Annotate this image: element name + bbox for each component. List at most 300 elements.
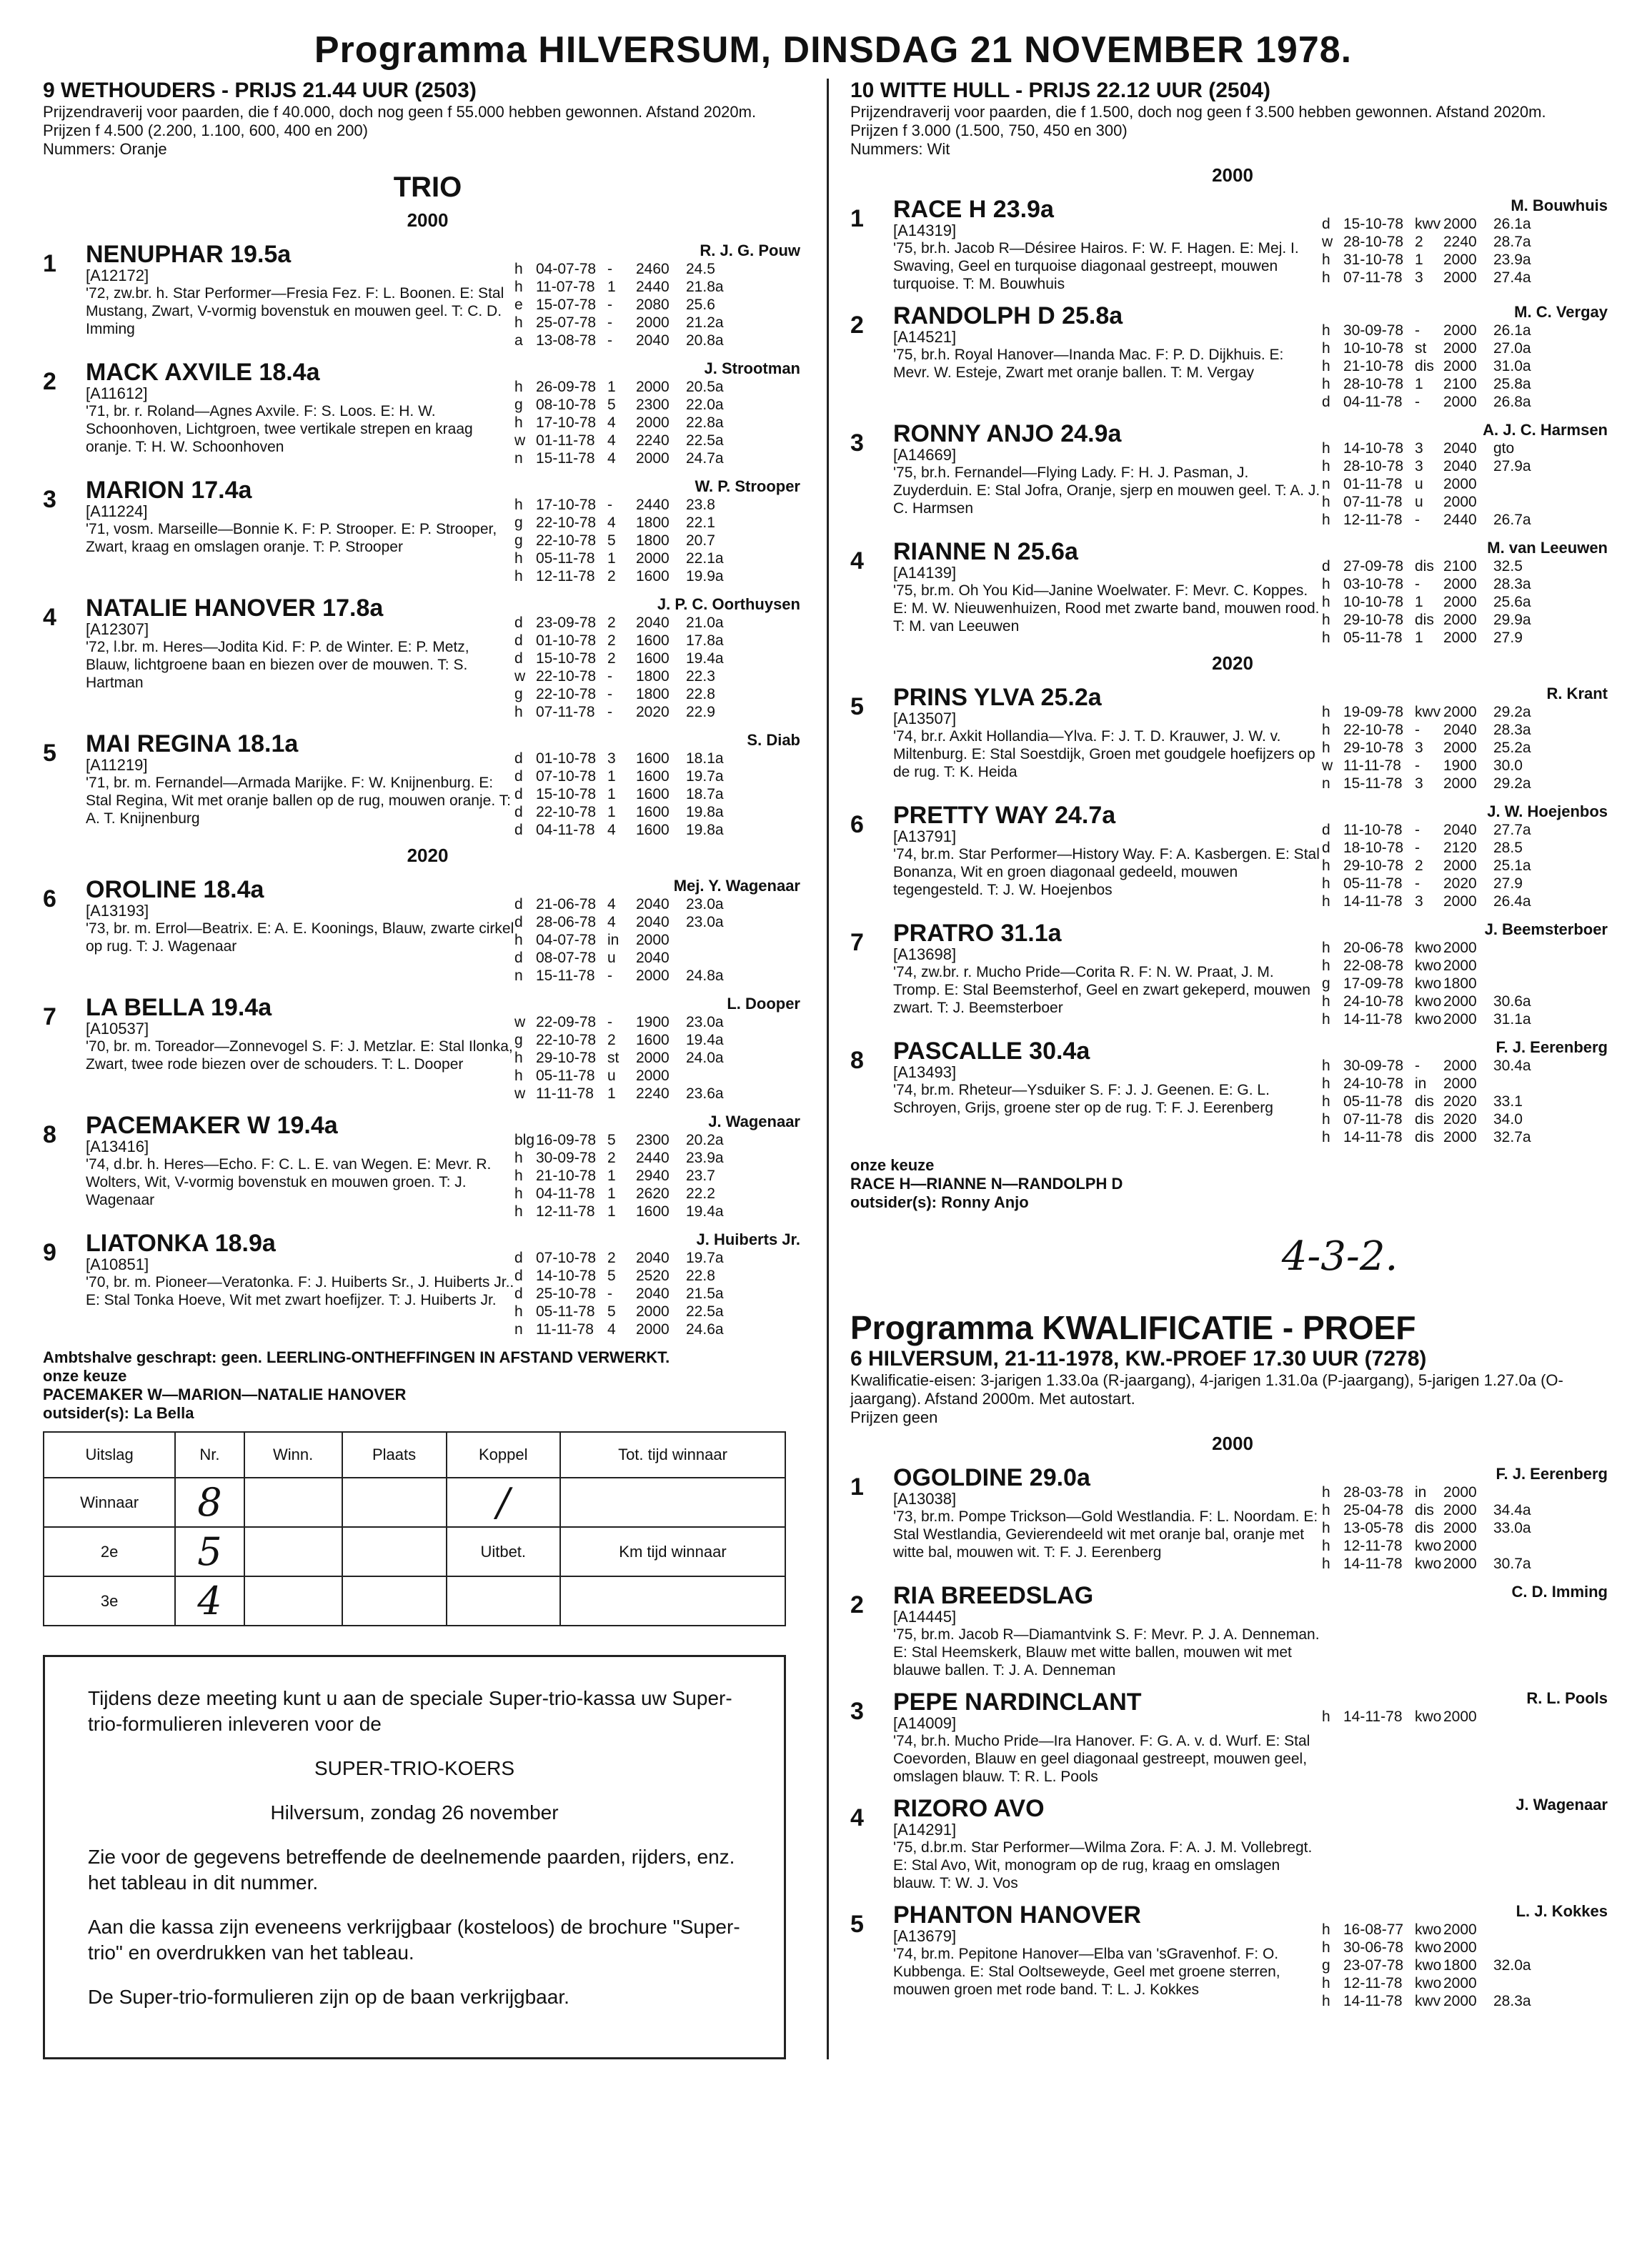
run-field: 07-10-78	[536, 1250, 597, 1266]
table-header-cell: Tot. tijd winnaar	[560, 1432, 785, 1478]
run-field: 2000	[636, 450, 670, 467]
run-line	[1322, 1921, 1608, 1939]
run-field: h	[1322, 1921, 1330, 1938]
run-field	[1493, 1075, 1543, 1093]
run-field: 12-11-78	[536, 568, 595, 585]
driver-name: J. Huiberts Jr.	[696, 1230, 800, 1248]
run-field: 1	[607, 1203, 616, 1220]
run-field: 21-06-78	[536, 896, 597, 912]
driver-name: W. P. Strooper	[695, 477, 800, 495]
run-line	[514, 632, 800, 650]
run-line	[514, 396, 800, 414]
entry-number: 1	[43, 250, 56, 277]
horse-entry	[850, 1689, 1615, 1786]
run-field: 1	[1415, 252, 1423, 268]
run-field: g	[514, 532, 523, 549]
table-cell	[244, 1527, 342, 1576]
run-field: d	[1322, 558, 1330, 575]
run-field: h	[1322, 1484, 1330, 1501]
run-field: 2000	[636, 314, 670, 331]
run-field: 2020	[1443, 875, 1477, 892]
run-field: 04-07-78	[536, 932, 597, 948]
run-field: 05-11-78	[1343, 875, 1403, 892]
note-line: RACE H—RIANNE N—RANDOLPH D	[850, 1175, 1123, 1193]
recent-runs	[1322, 1689, 1608, 1786]
run-field: g	[514, 514, 523, 531]
horse-details	[86, 359, 514, 467]
run-field: dis	[1415, 1520, 1434, 1536]
entry-list	[43, 209, 812, 1338]
table-row	[44, 1527, 785, 1576]
run-field	[1493, 939, 1543, 957]
horse-details	[893, 421, 1322, 529]
distance-heading: 2020	[407, 845, 449, 866]
table-row	[44, 1576, 785, 1626]
run-field: h	[1322, 1520, 1330, 1536]
driver-name: J. Strootman	[704, 359, 800, 377]
run-field: 10-10-78	[1343, 594, 1404, 610]
run-field: 2000	[1443, 1921, 1477, 1938]
horse-entry	[43, 242, 812, 349]
horse-name: MAI REGINA 18.1a	[86, 730, 299, 757]
horse-name: PRETTY WAY 24.7a	[893, 802, 1116, 829]
run-field: d	[514, 750, 523, 767]
horse-description: '75, d.br.m. Star Performer—Wilma Zora. F: A. J. M. Vollebregt. E: Stal Avo, Wit, monogram op de rug, kraag en omslagen blauw. T: W. J. Vos	[893, 1839, 1313, 1891]
run-field: 1600	[636, 750, 670, 767]
run-field: 13-08-78	[536, 332, 597, 349]
run-field: 05-11-78	[1343, 1093, 1403, 1110]
run-field: 4	[607, 914, 616, 930]
run-field: 2	[607, 1150, 616, 1166]
horse-details	[86, 995, 514, 1103]
run-field: 5	[607, 1303, 616, 1320]
trio-heading: TRIO	[393, 171, 462, 203]
run-field: -	[1415, 576, 1420, 592]
run-line	[514, 1303, 800, 1321]
run-field: h	[1322, 1011, 1330, 1028]
run-line	[1322, 739, 1608, 757]
recent-runs	[1322, 539, 1608, 647]
note-line: PACEMAKER W—MARION—NATALIE HANOVER	[43, 1386, 407, 1403]
run-field: 26.4a	[1493, 893, 1531, 910]
run-field: 2100	[1443, 376, 1477, 392]
run-field: 25.2a	[1493, 740, 1531, 756]
run-field: h	[1322, 1538, 1330, 1554]
horse-description: '74, zw.br. r. Mucho Pride—Corita R. F: N. W. Praat, J. M. Tromp. E: Stal Beemsterhof, Geel en zwart gekeperd, mouwen zwart. T: J. Beemsterboer	[893, 964, 1310, 1016]
run-field: 22-08-78	[1343, 958, 1404, 974]
run-field: 2040	[1443, 458, 1477, 474]
run-field: 2300	[636, 397, 670, 413]
run-field: 4	[607, 896, 616, 912]
run-field: 2	[607, 650, 616, 667]
run-field: 14-11-78	[1343, 1709, 1403, 1725]
run-line	[1322, 511, 1608, 529]
run-line	[1322, 1128, 1608, 1146]
run-field: kwo	[1415, 993, 1442, 1010]
run-field: d	[514, 914, 523, 930]
run-field: 2000	[636, 1303, 670, 1320]
run-field: 04-11-78	[536, 1185, 595, 1202]
run-field: 1800	[636, 668, 670, 685]
horse-code: [A13698]	[893, 945, 957, 963]
horse-description: '74, br.m. Pepitone Hanover—Elba van 'sGravenhof. F: O. Kubbenga. E: Stal Ooltseweyde, Geel met groene sterren, mouwen groen met rode band. T: L. J. Kokkes	[893, 1946, 1280, 1998]
run-field: 1	[607, 786, 616, 802]
driver-name: J. P. C. Oorthuysen	[657, 595, 800, 613]
table-cell	[342, 1478, 447, 1527]
entry-list	[850, 164, 1615, 1146]
run-field: 1600	[636, 1032, 670, 1048]
run-field: 5	[607, 1268, 616, 1284]
run-line	[1322, 1992, 1608, 2010]
run-field: 11-11-78	[536, 1321, 594, 1338]
run-field: -	[1415, 822, 1420, 838]
run-field: 4	[607, 450, 616, 467]
left-column	[43, 79, 829, 2059]
horse-details	[893, 920, 1322, 1028]
run-field: 10-10-78	[1343, 340, 1404, 357]
run-line	[1322, 821, 1608, 839]
run-line	[514, 1167, 800, 1185]
run-field: 2040	[1443, 722, 1477, 738]
run-field: 27.9	[1493, 875, 1523, 892]
notice-line: Zie voor de gegevens betreffende de deelnemende paarden, rijders, enz. het tableau in dit nummer.	[88, 1846, 735, 1894]
horse-code: [A10537]	[86, 1020, 149, 1038]
run-field: h	[1322, 940, 1330, 956]
run-field: 5	[607, 1132, 616, 1148]
run-field: 25-10-78	[536, 1285, 597, 1302]
run-line	[514, 913, 800, 931]
run-field: 5	[607, 397, 616, 413]
entry-number: 7	[43, 1003, 56, 1030]
run-field: 23-09-78	[536, 615, 597, 631]
recent-runs	[514, 1230, 800, 1338]
run-field: 14-11-78	[1343, 1556, 1403, 1572]
run-field: 2	[607, 632, 616, 649]
horse-details	[893, 303, 1322, 411]
distance-heading: 2020	[1212, 652, 1253, 674]
run-field	[1493, 1483, 1543, 1501]
run-field: d	[514, 1250, 523, 1266]
run-field: a	[514, 332, 523, 349]
horse-details	[893, 1038, 1322, 1146]
run-field: 2000	[1443, 857, 1477, 874]
run-field: -	[1415, 1058, 1420, 1074]
horse-description: '75, br.h. Jacob R—Désiree Hairos. F: W. F. Hagen. E: Mej. I. Swaving, Geel en turquoise diagonaal gestreept, mouwen turquoise. T: M. Bouwhuis	[893, 240, 1299, 292]
run-field: 32.0a	[1493, 1957, 1531, 1974]
race-info-line: Prijzendraverij voor paarden, die f 40.000, doch nog geen f 55.000 hebben gewonnen. Afstand 2020m.	[43, 103, 757, 121]
run-field: 22.0a	[686, 397, 724, 413]
run-field: 2000	[1443, 940, 1477, 956]
run-field: -	[607, 704, 612, 720]
recent-runs	[1322, 1465, 1608, 1573]
table-cell	[560, 1478, 785, 1527]
entry-number: 8	[850, 1047, 864, 1074]
run-field: n	[514, 450, 523, 467]
run-field: h	[1322, 893, 1330, 910]
run-field: 05-11-78	[536, 1303, 595, 1320]
run-field: -	[607, 314, 612, 331]
run-field: 1	[1415, 630, 1423, 646]
run-field: dis	[1415, 358, 1434, 374]
run-field: 21.8a	[686, 279, 724, 295]
run-field: in	[1415, 1075, 1427, 1092]
entry-number: 1	[850, 1473, 864, 1501]
run-field: g	[514, 686, 523, 702]
driver-name: M. C. Vergay	[1514, 303, 1608, 321]
run-field: 1	[607, 550, 616, 567]
run-field: 05-11-78	[536, 550, 595, 567]
horse-details	[893, 685, 1322, 792]
run-field: d	[1322, 840, 1330, 856]
run-field: 26-09-78	[536, 379, 597, 395]
run-field: 01-10-78	[536, 632, 597, 649]
run-field: d	[514, 950, 523, 966]
run-field: 1600	[636, 1203, 670, 1220]
run-field: 2000	[1443, 893, 1477, 910]
distance-heading: 2000	[407, 209, 449, 231]
run-field: 12-11-78	[1343, 1975, 1403, 1991]
run-field	[1493, 1921, 1543, 1939]
table-cell	[342, 1576, 447, 1626]
qualification-section	[850, 1308, 1615, 2010]
run-field: u	[607, 950, 616, 966]
table-cell: 4	[175, 1576, 244, 1626]
run-field: 2000	[1443, 358, 1477, 374]
run-line	[514, 1031, 800, 1049]
run-field: d	[514, 896, 523, 912]
horse-details	[86, 877, 514, 985]
run-field: u	[607, 1068, 616, 1084]
run-field: 25.8a	[1493, 376, 1531, 392]
run-field: 04-07-78	[536, 261, 597, 277]
run-field: h	[1322, 1093, 1330, 1110]
run-field: 22.8	[686, 1268, 715, 1284]
run-field: 23.7	[686, 1168, 715, 1184]
run-field: 2	[607, 1250, 616, 1266]
run-field: 26.1a	[1493, 216, 1531, 232]
horse-name: LIATONKA 18.9a	[86, 1230, 276, 1257]
run-line	[1322, 393, 1608, 411]
run-field: 2000	[1443, 612, 1477, 628]
run-field: 13-05-78	[1343, 1520, 1404, 1536]
horse-description: '75, br.h. Fernandel—Flying Lady. F: H. J. Pasman, J. Zuyderduin. E: Stal Jofra, Oranje, sjerp en mouwen geel. T: A. J. C. Harmsen	[893, 464, 1320, 517]
run-field: 2000	[1443, 494, 1477, 510]
run-field: h	[514, 379, 523, 395]
run-field: 2000	[1443, 1520, 1477, 1536]
run-field: 03-10-78	[1343, 576, 1404, 592]
run-field: 07-11-78	[1343, 269, 1403, 286]
run-field: 1900	[1443, 757, 1477, 774]
run-line	[1322, 215, 1608, 233]
horse-name: RONNY ANJO 24.9a	[893, 420, 1122, 447]
run-field: 27-09-78	[1343, 558, 1404, 575]
run-field: 31.0a	[1493, 358, 1531, 374]
run-field: 21-10-78	[536, 1168, 597, 1184]
horse-code: [A13507]	[893, 710, 957, 727]
horse-details	[86, 595, 514, 721]
horse-entry	[850, 539, 1615, 647]
run-line	[1322, 233, 1608, 251]
recent-runs	[1322, 920, 1608, 1028]
run-line	[514, 1067, 800, 1085]
run-line	[514, 685, 800, 703]
table-cell: 8	[175, 1478, 244, 1527]
horse-details	[86, 242, 514, 349]
run-field: kwo	[1415, 1975, 1442, 1991]
run-field: 22.1a	[686, 550, 724, 567]
run-field: dis	[1415, 558, 1434, 575]
run-line	[1322, 339, 1608, 357]
run-field: 1	[1415, 376, 1423, 392]
run-field: 22-09-78	[536, 1014, 597, 1030]
horse-details	[86, 1113, 514, 1220]
horse-description: '72, l.br. m. Heres—Jodita Kid. F: P. de Winter. E: P. Metz, Blauw, lichtgroene baan en biezen over de mouwen. T: S. Hartman	[86, 639, 469, 691]
run-field: h	[514, 550, 523, 567]
run-field: 04-11-78	[1343, 394, 1403, 410]
run-field: 27.7a	[1493, 822, 1531, 838]
horse-entry	[43, 731, 812, 839]
run-field: 33.1	[1493, 1093, 1523, 1110]
run-line	[514, 1285, 800, 1303]
horse-name: RANDOLPH D 25.8a	[893, 302, 1123, 329]
horse-code: [A14521]	[893, 328, 957, 346]
run-field: 07-10-78	[536, 768, 597, 785]
run-field: n	[1322, 775, 1330, 792]
run-field: u	[1415, 476, 1423, 492]
entry-number: 1	[850, 205, 864, 232]
horse-entry	[850, 1038, 1615, 1146]
run-field: 2020	[636, 704, 670, 720]
horse-entry	[43, 1113, 812, 1220]
run-line	[514, 1131, 800, 1149]
run-line	[514, 703, 800, 721]
run-field: h	[514, 568, 523, 585]
run-field: -	[1415, 722, 1420, 738]
run-field: 28-10-78	[1343, 458, 1404, 474]
horse-description: '70, br. m. Pioneer—Veratonka. F: J. Huiberts Sr., J. Huiberts Jr.. E: Stal Tonka Hoeve, Wit met zwart hoefijzer. T: J. Huiberts Jr.	[86, 1274, 514, 1308]
run-field: 22.8	[686, 686, 715, 702]
recent-runs	[1322, 685, 1608, 792]
columns	[43, 79, 1623, 2059]
horse-entry	[850, 1902, 1615, 2010]
selection-notes	[850, 1156, 1615, 1212]
horse-name: MARION 17.4a	[86, 477, 252, 504]
run-field: 14-10-78	[536, 1268, 597, 1284]
horse-name: RIA BREEDSLAG	[893, 1582, 1094, 1609]
run-line	[514, 1013, 800, 1031]
run-field: kwo	[1415, 958, 1442, 974]
run-field: -	[1415, 322, 1420, 339]
run-field: 07-11-78	[1343, 1111, 1403, 1128]
run-field: 25-07-78	[536, 314, 597, 331]
run-line	[1322, 575, 1608, 593]
notice-line: De Super-trio-formulieren zijn op de baan verkrijgbaar.	[88, 1986, 569, 2008]
run-field: kwo	[1415, 975, 1442, 992]
run-line	[514, 314, 800, 332]
run-field: 17-09-78	[1343, 975, 1404, 992]
run-field: 2000	[636, 932, 670, 948]
horse-name: OGOLDINE 29.0a	[893, 1464, 1090, 1491]
horse-description: '71, vosm. Marseille—Bonnie K. F: P. Strooper. E: P. Strooper, Zwart, kraag en omslagen oranje. T: P. Strooper	[86, 521, 497, 555]
run-field: gto	[1493, 440, 1515, 457]
run-field: h	[1322, 1975, 1330, 1991]
run-field: n	[514, 1321, 523, 1338]
run-field: 18.1a	[686, 750, 724, 767]
recent-runs	[1322, 802, 1608, 910]
run-field: 2000	[1443, 1502, 1477, 1518]
run-field: 19.9a	[686, 568, 724, 585]
run-field: 2000	[1443, 269, 1477, 286]
race-info-line: Nummers: Wit	[850, 140, 950, 158]
run-line	[514, 1149, 800, 1167]
table-header-cell: Plaats	[342, 1432, 447, 1478]
run-field: 28.5	[1493, 840, 1523, 856]
run-field: 2000	[636, 550, 670, 567]
run-field: 30-09-78	[536, 1150, 597, 1166]
run-field: 2040	[636, 950, 670, 966]
run-line	[514, 496, 800, 514]
run-field: 25.1a	[1493, 857, 1531, 874]
run-field: 2040	[636, 1285, 670, 1302]
run-field: 1600	[636, 804, 670, 820]
run-field: 2300	[636, 1132, 670, 1148]
run-line	[514, 1267, 800, 1285]
run-field: 2000	[1443, 1484, 1477, 1501]
run-field: 31-10-78	[1343, 252, 1404, 268]
run-field: 1600	[636, 650, 670, 667]
run-field: 22-10-78	[536, 514, 597, 531]
run-line	[1322, 1708, 1608, 1726]
horse-entry	[850, 1583, 1615, 1679]
horse-entry	[43, 995, 812, 1103]
run-field: 4	[607, 414, 616, 431]
run-field: 30.0	[1493, 757, 1523, 774]
run-field: 11-10-78	[1343, 822, 1403, 838]
run-field: h	[1322, 358, 1330, 374]
run-field: 2040	[1443, 822, 1477, 838]
horse-name: NATALIE HANOVER 17.8a	[86, 595, 384, 622]
run-field: h	[514, 1168, 523, 1184]
selection-notes	[43, 1348, 812, 1423]
run-field: 24.6a	[686, 1321, 724, 1338]
run-field: h	[1322, 1075, 1330, 1092]
run-line	[1322, 757, 1608, 775]
run-field: 22.3	[686, 668, 715, 685]
run-line	[1322, 375, 1608, 393]
run-field: 2000	[636, 1050, 670, 1066]
run-line	[1322, 892, 1608, 910]
note-line: outsider(s): La Bella	[43, 1404, 194, 1422]
run-line	[1322, 1974, 1608, 1992]
table-header-cell: Uitslag	[44, 1432, 175, 1478]
horse-entry	[850, 802, 1615, 910]
notice-line: SUPER-TRIO-KOERS	[314, 1757, 515, 1779]
horse-description: '74, br.h. Mucho Pride—Ira Hanover. F: G. A. v. d. Wurf. E: Stal Coevorden, Blauw en geel diagonaal gestreept, mouwen geel, omslagen blauw. T: R. L. Pools	[893, 1733, 1310, 1785]
table-cell	[560, 1576, 785, 1626]
run-field: 24-10-78	[1343, 1075, 1404, 1092]
run-field: 2000	[1443, 1939, 1477, 1956]
horse-description: '74, br.m. Star Performer—History Way. F: A. Kasbergen. E: Stal Bonanza, Wit en groen diagonaal gedeeld, mouwen tegengesteld. T: J. W. Hoejenbos	[893, 846, 1320, 898]
run-field: h	[1322, 1556, 1330, 1572]
run-field: 2	[607, 615, 616, 631]
horse-code: [A13416]	[86, 1138, 149, 1155]
horse-description: '75, br.m. Jacob R—Diamantvink S. F: Mevr. P. J. A. Denneman. E: Stal Heemskerk, Blauw met witte ballen, mouwen wit met blauwe ballen. T: J. A. Denneman	[893, 1626, 1320, 1678]
race-info-line: Prijzen f 3.000 (1.500, 750, 450 en 300)	[850, 121, 1128, 139]
race-info-line: Prijzen f 4.500 (2.200, 1.100, 600, 400 en 200)	[43, 121, 368, 139]
run-field: 11-11-78	[1343, 757, 1401, 774]
run-field: -	[607, 1285, 612, 1302]
run-field: 23-07-78	[1343, 1957, 1404, 1974]
